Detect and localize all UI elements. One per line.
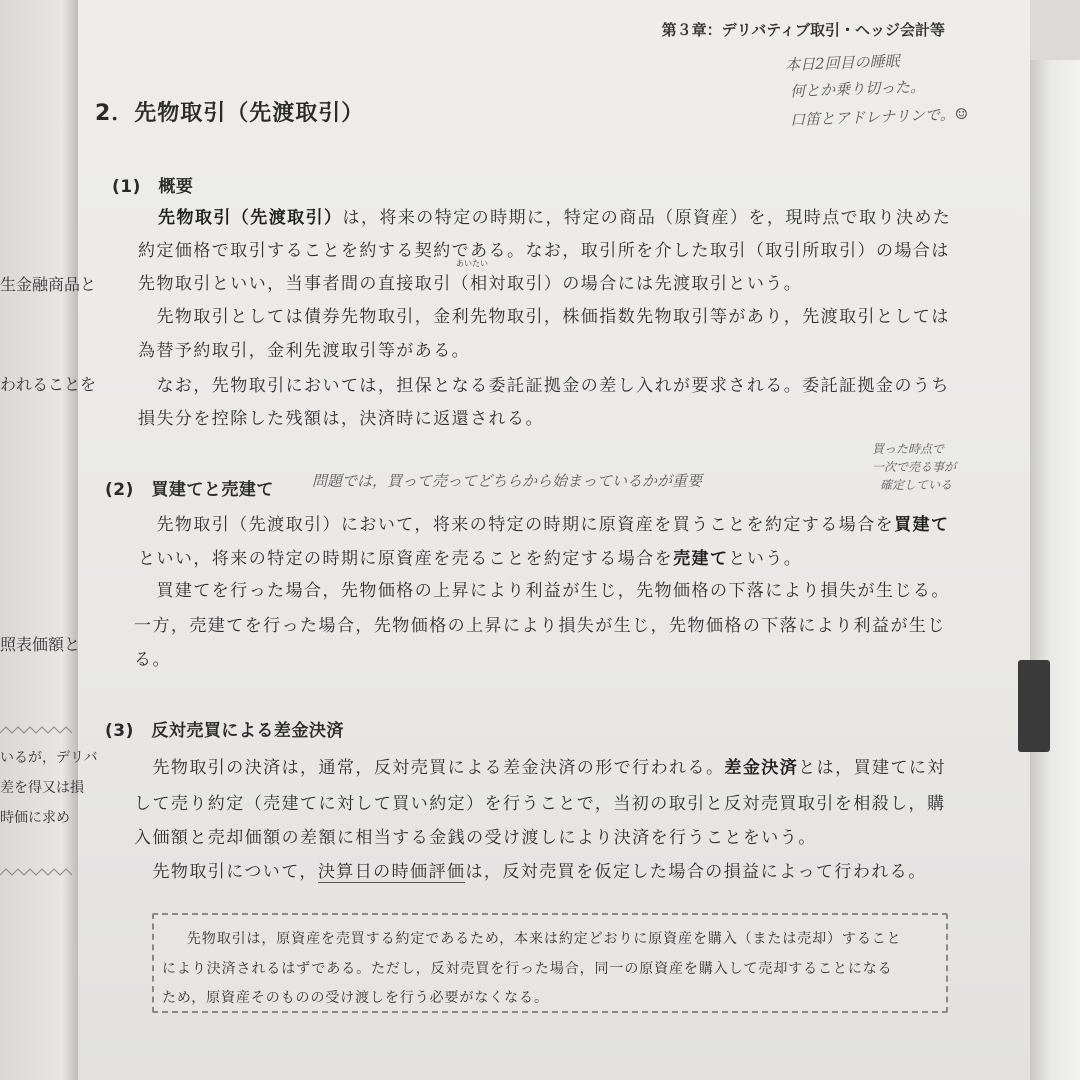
body-text: 損失分を控除した残額は，決済時に返還される。 <box>138 409 544 429</box>
body-text: 一方，売建てを行った場合，先物価格の上昇により損失が生じ，先物価格の下落により利益が生じ <box>134 616 946 636</box>
body-line <box>138 302 950 327</box>
section-heading-2: (2) 買建てと売建て <box>105 480 274 500</box>
left-page-text: 生金融商品と <box>0 275 97 294</box>
section-heading-3: (3) 反対売買による差金決済 <box>105 721 344 741</box>
body-text: といい，将来の特定の時期に原資産を売ることを約定する場合を <box>138 549 674 569</box>
left-page-text: 照表価額と <box>0 635 81 654</box>
underlined-text: 決算日の時価評価 <box>317 862 466 882</box>
body-line <box>138 336 470 361</box>
body-text: とは，買建てに対 <box>798 758 946 778</box>
note-line: により決済されるはずである。ただし，反対売買を行った場合，同一の原資産を購入して売却することになる <box>162 961 893 977</box>
body-line <box>138 236 950 261</box>
bold-term: 差金決済 <box>724 758 799 778</box>
body-text: る。 <box>134 650 171 670</box>
bold-term: 先物取引（先渡取引） <box>158 208 343 228</box>
left-page-text: 時価に求め <box>0 810 70 826</box>
body-text: 入価額と売却価額の差額に相当する金銭の受け渡しにより決済を行うことをいう。 <box>134 828 817 848</box>
handwritten-note: 本日2回目の睡眠 <box>784 52 900 74</box>
body-line <box>138 371 950 396</box>
body-text: 先物取引（先渡取引）において，将来の特定の時期に原資産を買うことを約定する場合を <box>138 515 895 535</box>
body-line <box>134 823 817 848</box>
handwritten-note: 一次で売る事が <box>872 460 957 474</box>
body-line <box>138 510 949 535</box>
bold-term: 買建て <box>894 515 950 535</box>
body-line <box>134 789 945 814</box>
body-text: は，反対売買を仮定した場合の損益によって行われる。 <box>465 862 927 882</box>
body-text: 約定価格で取引することを約する契約である。なお，取引所を介した取引（取引所取引）の場合は <box>138 241 950 261</box>
body-line <box>138 404 544 429</box>
note-line: ため，原資産そのものの受け渡しを行う必要がなくなる。 <box>162 990 549 1006</box>
ruby-text: あいたい <box>456 259 488 268</box>
section-heading-1: (1) 概要 <box>112 177 194 197</box>
handwritten-note: 問題では，買って売ってどちらから始まっているかが重要 <box>312 472 703 490</box>
body-text: して売り約定（売建てに対して買い約定）を行うことで，当初の取引と反対売買取引を相殺し，購 <box>134 794 946 814</box>
body-text: 先物取引としては債券先物取引，金利先物取引，株価指数先物取引等があり，先渡取引としては <box>138 307 950 327</box>
bold-term: 売建て <box>673 549 729 569</box>
handwritten-note: 何とか乗り切った。 <box>789 77 926 101</box>
left-page <box>0 0 81 1080</box>
body-text: 先物取引の決済は，通常，反対売買による差金決済の形で行われる。 <box>134 758 725 778</box>
body-text: 為替予約取引，金利先渡取引等がある。 <box>138 341 471 361</box>
page-index-tab <box>1018 660 1050 752</box>
body-line <box>134 611 946 636</box>
left-page-text: いるが，デリバ <box>0 750 98 766</box>
body-line <box>134 645 171 670</box>
note-line: 先物取引は，原資産を売買する約定であるため，本来は約定どおりに原資産を購入（または売却）すること <box>172 931 902 947</box>
page-title: 2．先物取引（先渡取引） <box>95 101 365 126</box>
body-line <box>134 753 946 778</box>
body-line <box>134 857 927 882</box>
body-line <box>138 544 802 569</box>
chapter-header: 第３章：デリバティブ取引・ヘッジ会計等 <box>661 21 945 39</box>
handwritten-note: 口笛とアドレナリンで。☺ <box>789 104 969 130</box>
body-text: は，将来の特定の時期に，特定の商品（原資産）を，現時点で取り決めた <box>342 208 952 228</box>
left-page-text: 差を得又は損 <box>0 780 84 796</box>
left-page-text: われることを <box>0 375 97 394</box>
handwritten-note: 買った時点で <box>872 442 945 456</box>
body-text: なお，先物取引においては，担保となる委託証拠金の差し入れが要求される。委託証拠金のうち <box>138 376 950 396</box>
body-text: という。 <box>728 549 803 569</box>
body-line <box>138 269 802 294</box>
body-text: 買建てを行った場合，先物価格の上昇により利益が生じ，先物価格の下落により損失が生じる。 <box>138 581 950 601</box>
body-line <box>138 576 950 601</box>
body-line <box>158 203 951 228</box>
body-text: 先物取引といい，当事者間の直接取引（相対取引）の場合には先渡取引という。 <box>138 274 803 294</box>
background-book <box>1030 60 1080 1080</box>
body-text: 先物取引について， <box>134 862 318 882</box>
handwritten-note: 確定している <box>880 478 953 492</box>
